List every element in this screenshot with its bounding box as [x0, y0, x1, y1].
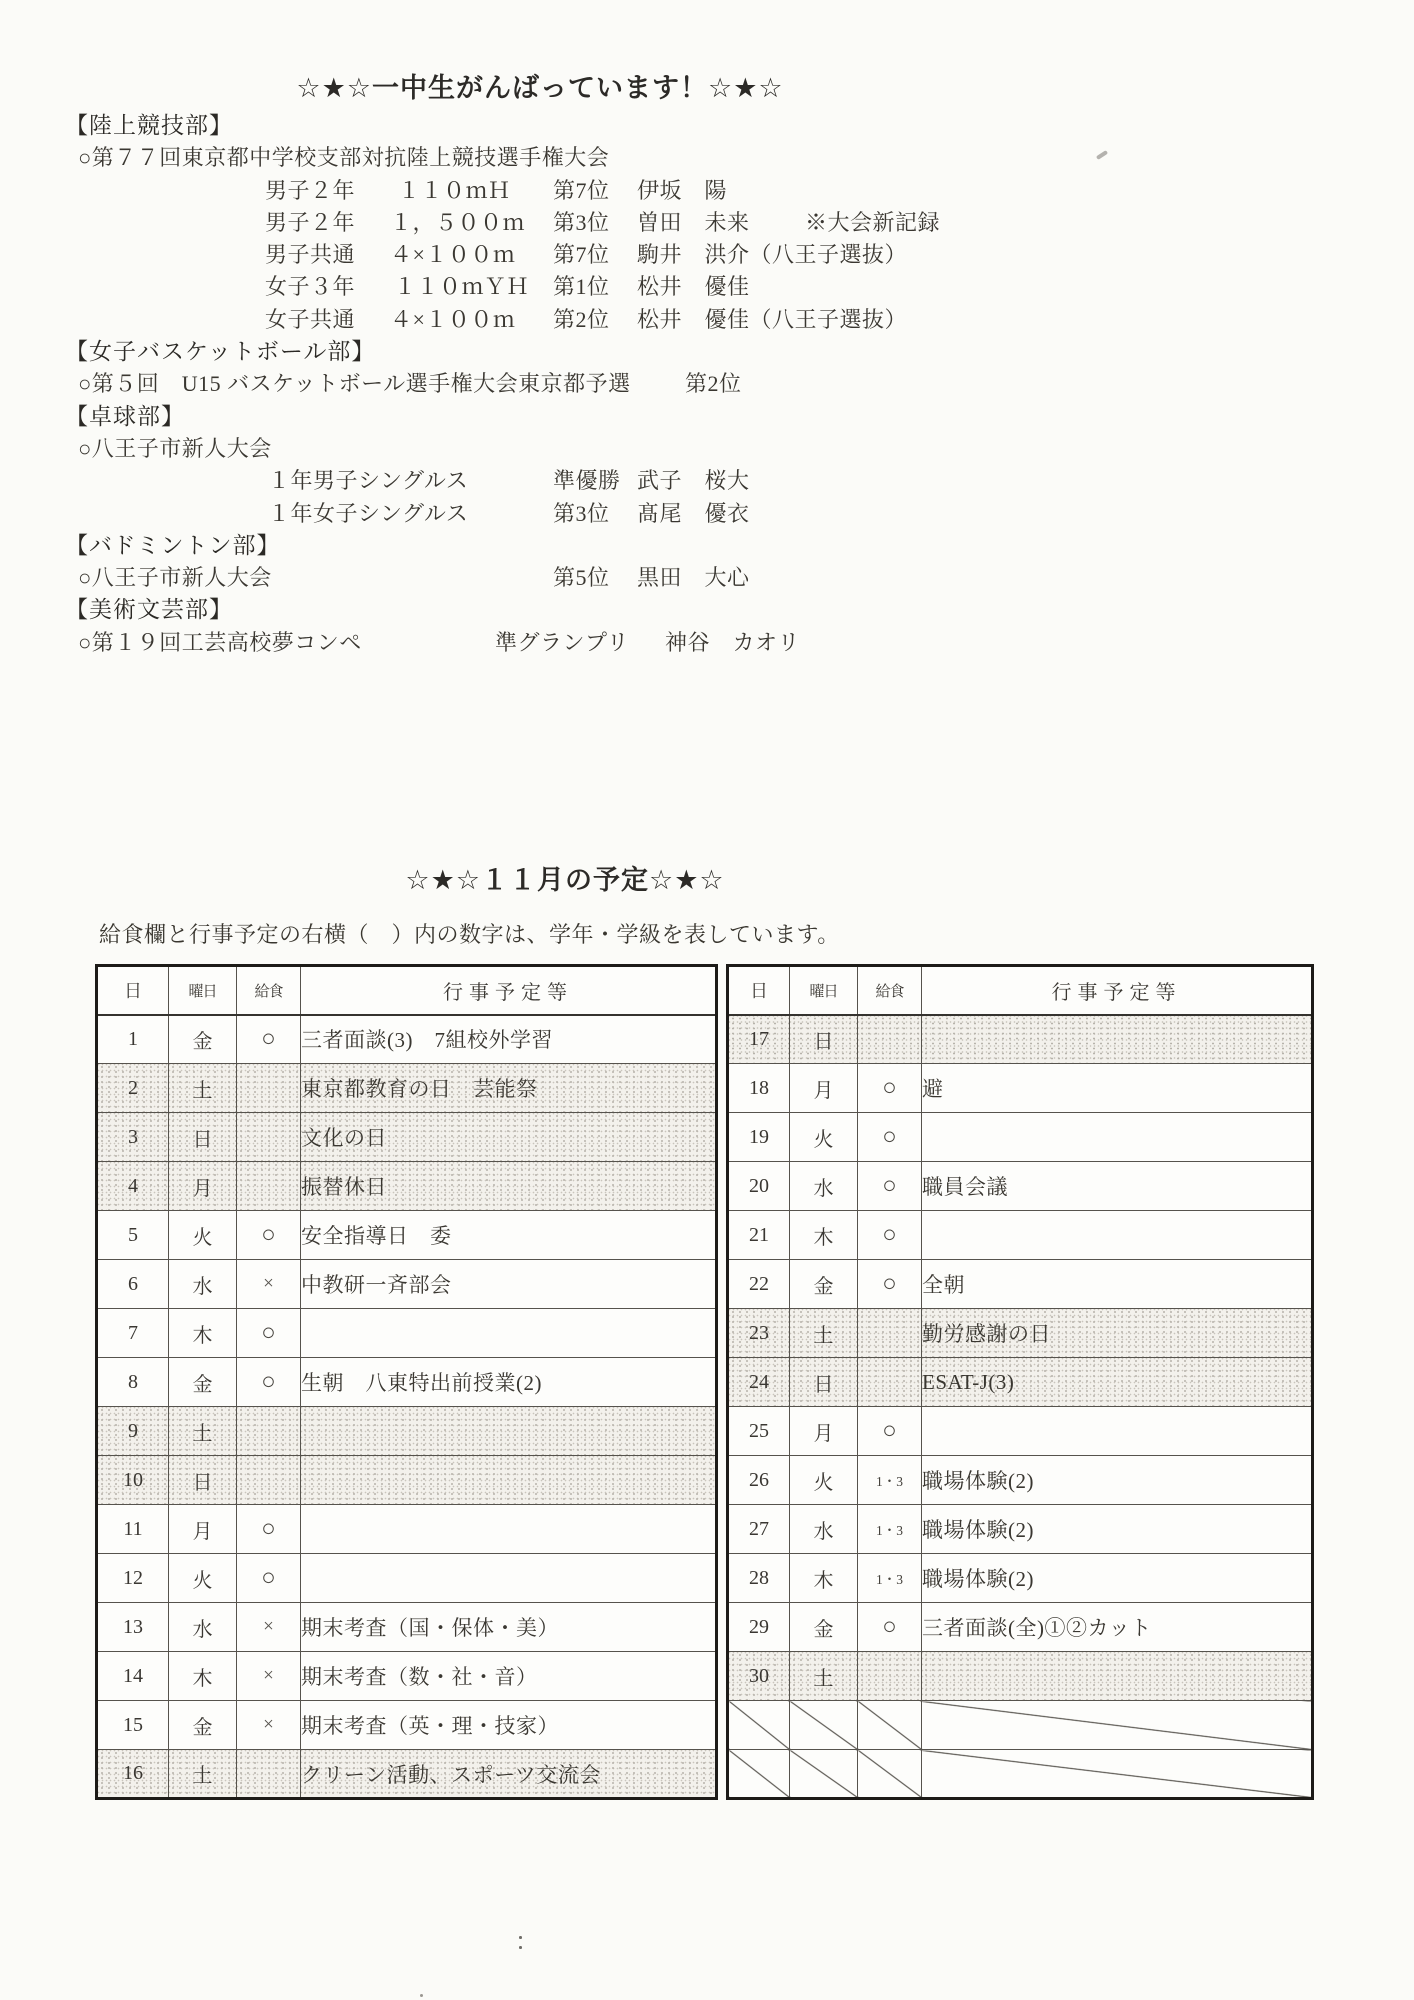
lunch-cell [858, 1015, 922, 1064]
calendar-row [728, 1260, 1313, 1309]
calendar-header-cell: 日 [728, 966, 790, 1015]
club-line-text: 準優勝 [553, 468, 621, 494]
event-cell: 中教研一斉部会 [301, 1260, 717, 1309]
club-line-text: 神谷 カオリ [665, 629, 801, 655]
event-cell [922, 1015, 1313, 1064]
lunch-cell: 1・3 [858, 1554, 922, 1603]
calendar-row [97, 1505, 717, 1554]
club-line-text: 黒田 大心 [637, 565, 750, 591]
slash-cell [922, 1750, 1313, 1799]
slash-cell [728, 1701, 790, 1750]
day-cell: 14 [97, 1652, 169, 1701]
lunch-cell: ○ [858, 1603, 922, 1652]
scan-artifact [420, 1994, 423, 1997]
calendar-row [97, 1260, 717, 1309]
club-result-line [0, 304, 1414, 336]
event-cell: 文化の日 [301, 1113, 717, 1162]
club-header: 【卓球部】 [65, 403, 185, 429]
club-line-text: 駒井 洪介（八王子選抜） [637, 242, 908, 268]
event-cell: 振替休日 [301, 1162, 717, 1211]
event-cell: 職場体験(2) [922, 1505, 1313, 1554]
club-line-text: 武子 桜大 [637, 468, 750, 494]
club-line-text: ○第１９回工芸高校夢コンペ [78, 629, 362, 655]
day-cell: 19 [728, 1113, 790, 1162]
club-result-line [0, 142, 1414, 174]
lunch-cell: ○ [858, 1407, 922, 1456]
calendar-row [97, 1554, 717, 1603]
event-cell: 期末考査（国・保体・美） [301, 1603, 717, 1652]
calendar-row [97, 1309, 717, 1358]
calendar-row [728, 1652, 1313, 1701]
calendar-row [97, 1652, 717, 1701]
slash-cell [790, 1701, 858, 1750]
november-calendar [95, 964, 1314, 1800]
weekday-cell: 火 [169, 1211, 237, 1260]
club-line-text: ※大会新記録 [805, 209, 941, 235]
event-cell: 職場体験(2) [922, 1554, 1313, 1603]
lunch-cell: ○ [237, 1309, 301, 1358]
lunch-cell: ○ [237, 1505, 301, 1554]
club-line-text: １１０ｍＹＨ [394, 274, 530, 300]
event-cell: 職場体験(2) [922, 1456, 1313, 1505]
club-line-text: 髙尾 優衣 [637, 500, 750, 526]
event-cell: 全朝 [922, 1260, 1313, 1309]
event-cell [922, 1211, 1313, 1260]
day-cell: 23 [728, 1309, 790, 1358]
day-cell: 12 [97, 1554, 169, 1603]
event-cell: 避 [922, 1064, 1313, 1113]
weekday-cell: 火 [169, 1554, 237, 1603]
club-line-text: １年女子シングルス [268, 500, 469, 526]
weekday-cell: 木 [790, 1211, 858, 1260]
weekday-cell: 日 [169, 1113, 237, 1162]
event-cell: 東京都教育の日 芸能祭 [301, 1064, 717, 1113]
club-line-text: ○第５回 U15 バスケットボール選手権大会東京都予選 [78, 371, 631, 397]
event-cell [922, 1407, 1313, 1456]
weekday-cell: 火 [790, 1113, 858, 1162]
calendar-row [728, 1015, 1313, 1064]
day-cell: 2 [97, 1064, 169, 1113]
weekday-cell: 土 [790, 1652, 858, 1701]
club-line-text: 第7位 [553, 242, 610, 268]
day-cell: 9 [97, 1407, 169, 1456]
schedule-title: ☆★☆１１月の予定☆★☆ [405, 865, 725, 895]
day-cell: 27 [728, 1505, 790, 1554]
club-result-line [0, 433, 1414, 465]
day-cell: 25 [728, 1407, 790, 1456]
event-cell: 安全指導日 委 [301, 1211, 717, 1260]
club-line-text: 伊坂 陽 [637, 177, 728, 203]
day-cell: 29 [728, 1603, 790, 1652]
calendar-row [728, 1162, 1313, 1211]
club-result-line [0, 627, 1414, 659]
event-cell: 期末考査（数・社・音） [301, 1652, 717, 1701]
event-cell [301, 1456, 717, 1505]
weekday-cell: 木 [169, 1309, 237, 1358]
club-line-text: ４×１００ｍ [390, 242, 516, 268]
event-cell [922, 1113, 1313, 1162]
day-cell: 28 [728, 1554, 790, 1603]
club-line-text: 第2位 [553, 306, 610, 332]
day-cell: 4 [97, 1162, 169, 1211]
calendar-row [728, 1211, 1313, 1260]
club-line-text: 第3位 [553, 209, 610, 235]
calendar-row [728, 1750, 1313, 1799]
weekday-cell: 日 [790, 1358, 858, 1407]
club-line-text: 第2位 [685, 371, 742, 397]
calendar-row [97, 1750, 717, 1799]
day-cell: 17 [728, 1015, 790, 1064]
weekday-cell: 金 [790, 1603, 858, 1652]
weekday-cell: 月 [169, 1162, 237, 1211]
weekday-cell: 金 [169, 1358, 237, 1407]
club-line-text: 準グランプリ [495, 629, 630, 655]
weekday-cell: 月 [169, 1505, 237, 1554]
event-cell: 三者面談(全)①②カット [922, 1603, 1313, 1652]
club-line-text: 第5位 [553, 565, 610, 591]
day-cell: 26 [728, 1456, 790, 1505]
event-cell: 勤労感謝の日 [922, 1309, 1313, 1358]
club-header: 【美術文芸部】 [65, 597, 233, 623]
weekday-cell: 金 [790, 1260, 858, 1309]
club-result-line [0, 498, 1414, 530]
calendar-row [97, 1358, 717, 1407]
lunch-cell: ○ [237, 1358, 301, 1407]
day-cell: 8 [97, 1358, 169, 1407]
event-cell [301, 1407, 717, 1456]
club-line-text: 曽田 未来 [637, 209, 750, 235]
calendar-row [728, 1358, 1313, 1407]
calendar-row [97, 1211, 717, 1260]
calendar-right-mount [726, 964, 1314, 1800]
slash-cell [858, 1750, 922, 1799]
calendar-row [97, 1603, 717, 1652]
calendar-row [728, 1064, 1313, 1113]
day-cell: 21 [728, 1211, 790, 1260]
lunch-cell: ○ [858, 1113, 922, 1162]
weekday-cell: 日 [790, 1015, 858, 1064]
calendar-row [728, 1309, 1313, 1358]
event-cell [301, 1505, 717, 1554]
lunch-cell [237, 1064, 301, 1113]
event-cell: 生朝 八東特出前授業(2) [301, 1358, 717, 1407]
lunch-cell: 1・3 [858, 1456, 922, 1505]
lunch-cell: × [237, 1701, 301, 1750]
slash-cell [858, 1701, 922, 1750]
lunch-cell [858, 1309, 922, 1358]
event-cell: 三者面談(3) 7組校外学習 [301, 1015, 717, 1064]
day-cell: 16 [97, 1750, 169, 1799]
club-result-line [0, 368, 1414, 400]
calendar-row [97, 1064, 717, 1113]
calendar-row [97, 1162, 717, 1211]
day-cell: 3 [97, 1113, 169, 1162]
calendar-header-row [97, 966, 717, 1015]
weekday-cell: 水 [169, 1260, 237, 1309]
calendar-row [728, 1407, 1313, 1456]
lunch-cell [237, 1456, 301, 1505]
calendar-row [97, 1015, 717, 1064]
club-line-text: ４×１００ｍ [390, 306, 516, 332]
day-cell: 1 [97, 1015, 169, 1064]
club-line-text: 第7位 [553, 177, 610, 203]
day-cell: 5 [97, 1211, 169, 1260]
weekday-cell: 水 [169, 1603, 237, 1652]
calendar-row [728, 1505, 1313, 1554]
calendar-header-cell: 行事予定等 [301, 966, 717, 1015]
weekday-cell: 土 [169, 1407, 237, 1456]
calendar-header-cell: 曜日 [790, 966, 858, 1015]
calendar-row [97, 1113, 717, 1162]
day-cell: 20 [728, 1162, 790, 1211]
schedule-note: 給食欄と行事予定の右横（ ）内の数字は、学年・学級を表しています。 [99, 922, 840, 947]
club-line-text: １，５００ｍ [390, 209, 526, 235]
lunch-cell [858, 1652, 922, 1701]
weekday-cell: 水 [790, 1505, 858, 1554]
club-line-text: 男子２年 [265, 209, 356, 235]
day-cell: 24 [728, 1358, 790, 1407]
lunch-cell: ○ [237, 1211, 301, 1260]
weekday-cell: 木 [790, 1554, 858, 1603]
calendar-row [728, 1701, 1313, 1750]
lunch-cell: ○ [858, 1211, 922, 1260]
calendar-row [728, 1113, 1313, 1162]
weekday-cell: 土 [790, 1309, 858, 1358]
slash-cell [790, 1750, 858, 1799]
day-cell: 11 [97, 1505, 169, 1554]
lunch-cell: 1・3 [858, 1505, 922, 1554]
club-line-text: １１０ｍＨ [398, 177, 511, 203]
club-result-line [0, 465, 1414, 497]
lunch-cell [237, 1407, 301, 1456]
calendar-row [97, 1407, 717, 1456]
club-results-section [0, 110, 1414, 659]
scan-artifact [519, 1936, 522, 1950]
weekday-cell: 月 [790, 1064, 858, 1113]
event-cell [301, 1309, 717, 1358]
calendar-header-cell: 行事予定等 [922, 966, 1313, 1015]
day-cell: 6 [97, 1260, 169, 1309]
event-cell [301, 1554, 717, 1603]
day-cell: 30 [728, 1652, 790, 1701]
lunch-cell: × [237, 1260, 301, 1309]
calendar-header-row [728, 966, 1313, 1015]
weekday-cell: 金 [169, 1701, 237, 1750]
club-line-text: ○八王子市新人大会 [78, 565, 272, 591]
newsletter-title: ☆★☆一中生がんばっています！☆★☆ [296, 73, 784, 103]
club-result-line [0, 271, 1414, 303]
club-line-text: 第3位 [553, 500, 610, 526]
club-line-text: 第1位 [553, 274, 610, 300]
calendar-header-cell: 給食 [237, 966, 301, 1015]
event-cell: クリーン活動、スポーツ交流会 [301, 1750, 717, 1799]
calendar-row [728, 1554, 1313, 1603]
club-line-text: 男子共通 [265, 242, 356, 268]
weekday-cell: 月 [790, 1407, 858, 1456]
calendar-row [728, 1456, 1313, 1505]
calendar-table-first-half [95, 964, 718, 1800]
club-line-text: 女子３年 [265, 274, 356, 300]
club-result-line [0, 562, 1414, 594]
event-cell: 職員会議 [922, 1162, 1313, 1211]
lunch-cell: × [237, 1603, 301, 1652]
day-cell: 18 [728, 1064, 790, 1113]
club-line-text: 女子共通 [265, 306, 356, 332]
weekday-cell: 水 [790, 1162, 858, 1211]
weekday-cell: 土 [169, 1064, 237, 1113]
club-line-text: １年男子シングルス [268, 468, 469, 494]
lunch-cell: ○ [858, 1162, 922, 1211]
lunch-cell: ○ [237, 1554, 301, 1603]
club-line-text: ○第７７回東京都中学校支部対抗陸上競技選手権大会 [78, 145, 610, 171]
lunch-cell [237, 1162, 301, 1211]
lunch-cell [237, 1750, 301, 1799]
club-line-text: ○八王子市新人大会 [78, 435, 272, 461]
event-cell: 期末考査（英・理・技家） [301, 1701, 717, 1750]
slash-cell [728, 1750, 790, 1799]
calendar-header-cell: 給食 [858, 966, 922, 1015]
calendar-header-cell: 曜日 [169, 966, 237, 1015]
club-line-text: 松井 優佳 [637, 274, 750, 300]
lunch-cell: × [237, 1652, 301, 1701]
lunch-cell [858, 1358, 922, 1407]
calendar-header-cell: 日 [97, 966, 169, 1015]
event-cell [922, 1652, 1313, 1701]
lunch-cell [237, 1113, 301, 1162]
day-cell: 10 [97, 1456, 169, 1505]
club-line-text: 男子２年 [265, 177, 356, 203]
club-header: 【バドミントン部】 [65, 532, 281, 558]
calendar-row [97, 1456, 717, 1505]
calendar-table-second-half [726, 964, 1314, 1800]
calendar-left-mount [95, 964, 718, 1800]
weekday-cell: 金 [169, 1015, 237, 1064]
club-header: 【女子バスケットボール部】 [65, 339, 376, 365]
lunch-cell: ○ [858, 1260, 922, 1309]
lunch-cell: ○ [237, 1015, 301, 1064]
club-result-line [0, 207, 1414, 239]
slash-cell [922, 1701, 1313, 1750]
club-result-line [0, 175, 1414, 207]
day-cell: 22 [728, 1260, 790, 1309]
event-cell: ESAT-J(3) [922, 1358, 1313, 1407]
day-cell: 13 [97, 1603, 169, 1652]
club-line-text: 松井 優佳（八王子選抜） [637, 306, 908, 332]
lunch-cell: ○ [858, 1064, 922, 1113]
weekday-cell: 火 [790, 1456, 858, 1505]
calendar-row [97, 1701, 717, 1750]
weekday-cell: 木 [169, 1652, 237, 1701]
day-cell: 7 [97, 1309, 169, 1358]
day-cell: 15 [97, 1701, 169, 1750]
club-result-line [0, 239, 1414, 271]
calendar-row [728, 1603, 1313, 1652]
club-header: 【陸上競技部】 [65, 113, 233, 138]
weekday-cell: 日 [169, 1456, 237, 1505]
weekday-cell: 土 [169, 1750, 237, 1799]
